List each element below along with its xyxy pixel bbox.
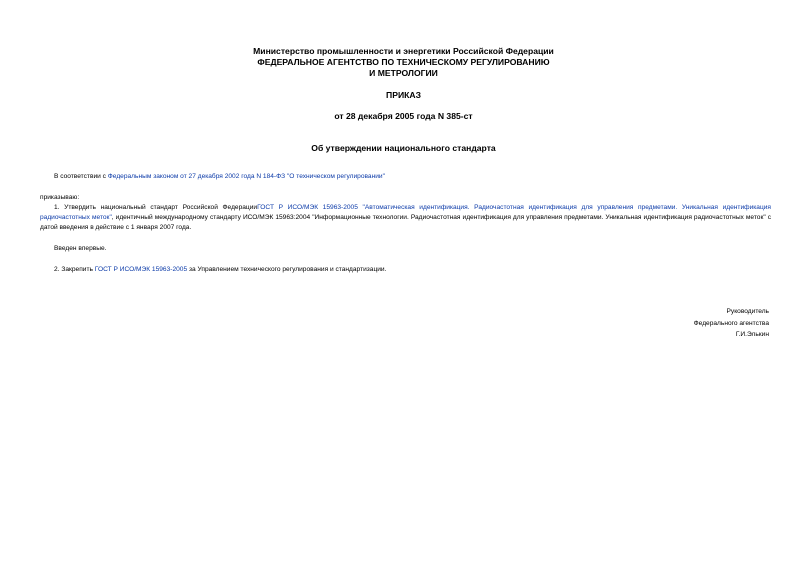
order-word: приказываю: xyxy=(40,194,80,201)
gost-standard-title-link[interactable]: ГОСТ Р ИСО/МЭК 15963-2005 "Автоматическая идентификация. Радиочастотная идентификация для управления предметами. Уникальная идентификация радиочастотных меток" xyxy=(40,204,771,221)
federal-law-link[interactable]: Федеральным законом от 27 декабря 2002 года N 184-ФЗ "О техническом регулировании" xyxy=(107,173,385,180)
ministry-name: Министерство промышленности и энергетики Российской Федерации xyxy=(253,46,554,56)
intro-paragraph xyxy=(40,172,771,182)
agency-name-line1: ФЕДЕРАЛЬНОЕ АГЕНТСТВО ПО ТЕХНИЧЕСКОМУ РЕГУЛИРОВАНИЮ xyxy=(257,57,550,67)
item2-paragraph xyxy=(40,265,771,275)
introduced-first-note: Введен впервые. xyxy=(54,245,107,252)
document-subject: Об утверждении национального стандарта xyxy=(311,143,496,153)
signatory-title-line1: Руководитель xyxy=(726,308,769,315)
document-date-number: от 28 декабря 2005 года N 385-ст xyxy=(334,111,473,121)
item2-suffix-text: за Управлением технического регулирования и стандартизации. xyxy=(187,266,387,273)
signatory-name: Г.И.Элькин xyxy=(735,331,769,338)
signature-block xyxy=(569,306,769,341)
document-type: ПРИКАЗ xyxy=(386,90,421,100)
agency-name-line2: И МЕТРОЛОГИИ xyxy=(369,68,438,78)
item2-text: 2. Закрепить xyxy=(54,266,95,273)
item1-paragraph xyxy=(40,203,771,233)
intro-text: В соответствии с xyxy=(54,173,108,180)
gost-standard-link[interactable]: ГОСТ Р ИСО/МЭК 15963-2005 xyxy=(94,266,188,273)
item1-suffix-text: , идентичный международному стандарту ИСО/МЭК 15963:2004 "Информационные технологии. Радиочастотная идентификация для управления предметами. Уникальная идентификация радиочастотных меток" с датой введения в действие с 1 января 2007 года. xyxy=(40,214,772,231)
signatory-title-line2: Федерального агентства xyxy=(693,319,769,327)
item1-text: 1. Утвердить национальный стандарт Российской Федерации xyxy=(54,204,258,211)
